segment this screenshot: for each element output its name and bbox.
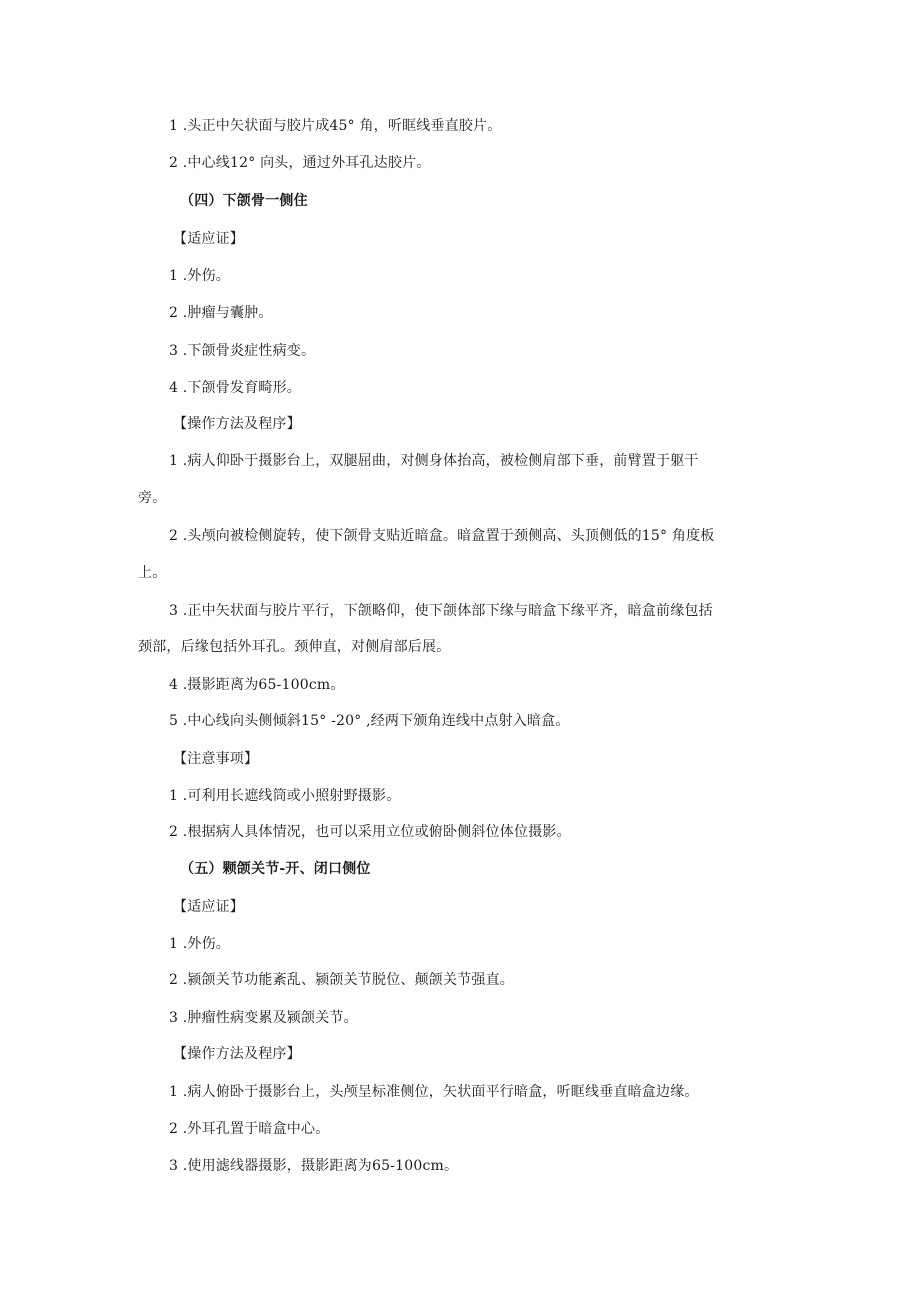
text-line: 2 .外耳孔置于暗盒中心。 <box>169 1121 330 1137</box>
section-heading: （四）下颌骨一侧住 <box>180 193 308 209</box>
text-line: 1 .病人仰卧于摄影台上，双腿屈曲，对侧身体抬高，被检侧肩部下垂，前臂置于躯干 <box>169 453 699 469</box>
subsection-heading: 【操作方法及程序】 <box>173 416 301 432</box>
text-line: 5 .中心线向头侧倾斜15° -20° ,经两下颁角连线中点射入暗盒。 <box>169 713 570 729</box>
text-line: 3 .肿瘤性病变累及颍颌关节。 <box>169 1010 358 1026</box>
text-line: 1 .病人俯卧于摄影台上，头颅呈标准侧位，矢状面平行暗盒，听眶线垂直暗盒边缘。 <box>169 1084 699 1100</box>
text-line: 1 .外伤。 <box>169 268 231 284</box>
text-line: 1 .可利用长遮线筒或小照射野摄影。 <box>169 788 401 804</box>
text-line: 4 .摄影距离为65-100cm。 <box>169 677 345 693</box>
text-line: 旁。 <box>138 490 167 506</box>
section-heading: （五）颗颌关节-开、闭口侧位 <box>180 861 371 877</box>
text-line: 1 .外伤。 <box>169 936 231 952</box>
text-line: 4 .下颌骨发育畸形。 <box>169 380 302 396</box>
text-line: 3 .正中矢状面与胶片平行，下颌略仰，使下颌体部下缘与暗盒下缘平齐，暗盒前缘包括 <box>169 603 713 619</box>
text-line: 颈部，后缘包括外耳孔。颈伸直，对侧肩部后展。 <box>138 639 451 655</box>
subsection-heading: 【注意事项】 <box>173 751 259 767</box>
text-line: 2 .颍颌关节功能紊乱、颍颌关节脱位、颠颌关节强直。 <box>169 972 515 988</box>
text-line: 3 .使用滤线器摄影，摄影距离为65-100cm。 <box>169 1158 459 1174</box>
text-line: 上。 <box>138 565 167 581</box>
text-line: 2 .根据病人具体情况，也可以采用立位或俯卧侧斜位体位摄影。 <box>169 824 571 840</box>
subsection-heading: 【适应证】 <box>173 899 244 915</box>
text-line: 2 .肿瘤与囊肿。 <box>169 305 273 321</box>
subsection-heading: 【适应证】 <box>173 231 244 247</box>
text-line: 2 .中心线12° 向头，通过外耳孔达胶片。 <box>169 155 431 171</box>
subsection-heading: 【操作方法及程序】 <box>173 1046 301 1062</box>
text-line: 1 .头正中矢状面与胶片成45° 角，听眶线垂直胶片。 <box>169 118 502 134</box>
text-line: 3 .下颌骨炎症性病变。 <box>169 343 316 359</box>
text-line: 2 .头颅向被检侧旋转，使下颌骨支贴近暗盒。暗盒置于颈侧高、头顶侧低的15° 角度板 <box>169 528 715 544</box>
